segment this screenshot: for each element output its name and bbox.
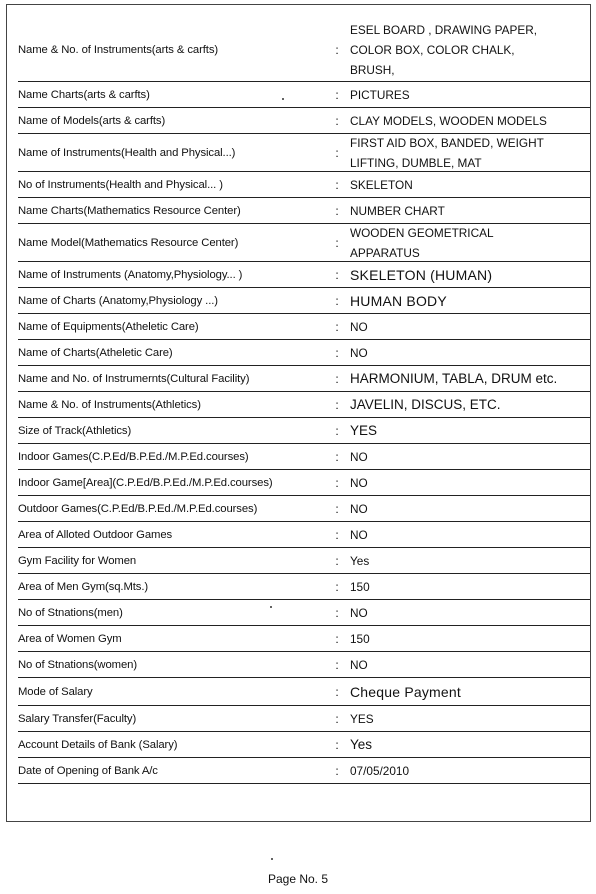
table-row <box>18 108 590 134</box>
table-row <box>18 470 590 496</box>
row-value: NO <box>350 605 368 620</box>
row-label: Name of Equipments(Atheletic Care) <box>18 320 199 333</box>
row-value: WOODEN GEOMETRICAL APPARATUS <box>350 225 494 260</box>
row-label: Indoor Game[Area](C.P.Ed/B.P.Ed./M.P.Ed.courses) <box>18 476 273 489</box>
table-row <box>18 82 590 108</box>
row-colon: : <box>335 711 339 726</box>
row-colon: : <box>335 579 339 594</box>
row-label: Area of Alloted Outdoor Games <box>18 528 173 541</box>
table-row <box>18 288 590 314</box>
row-colon: : <box>335 553 339 568</box>
table-row <box>18 678 590 706</box>
row-label: Area of Women Gym <box>18 632 122 645</box>
table-row <box>18 548 590 574</box>
row-value: NO <box>350 449 368 464</box>
row-label: Size of Track(Athletics) <box>18 424 132 437</box>
table-row <box>18 314 590 340</box>
row-colon: : <box>335 319 339 334</box>
row-label: Indoor Games(C.P.Ed/B.P.Ed./M.P.Ed.courses) <box>18 450 249 463</box>
row-label: Name & No. of Instruments(arts & carfts) <box>18 43 219 56</box>
row-value: CLAY MODELS, WOODEN MODELS <box>350 113 547 128</box>
row-colon: : <box>335 345 339 360</box>
row-value: 150 <box>350 631 370 646</box>
row-colon: : <box>335 423 339 438</box>
row-label: No of Instruments(Health and Physical... ) <box>18 178 223 191</box>
row-colon: : <box>335 203 339 218</box>
table-row <box>18 134 590 172</box>
table-row <box>18 392 590 418</box>
table-row <box>18 496 590 522</box>
row-label: Account Details of Bank (Salary) <box>18 738 178 751</box>
row-value: YES <box>350 422 378 438</box>
row-colon: : <box>335 475 339 490</box>
row-value: 07/05/2010 <box>350 763 410 778</box>
table-row <box>18 366 590 392</box>
table-row <box>18 626 590 652</box>
row-value: NUMBER CHART <box>350 203 445 218</box>
facility-table <box>18 18 590 784</box>
row-label: Gym Facility for Women <box>18 554 137 567</box>
table-row <box>18 732 590 758</box>
row-value: SKELETON <box>350 177 413 192</box>
row-label: Mode of Salary <box>18 685 93 698</box>
table-row <box>18 652 590 678</box>
row-colon: : <box>335 113 339 128</box>
row-colon: : <box>335 684 339 699</box>
row-label: Name and No. of Instrumernts(Cultural Facility) <box>18 372 250 385</box>
page-number: Page No. 5 <box>267 872 329 886</box>
table-row <box>18 444 590 470</box>
row-value: NO <box>350 319 368 334</box>
row-value: Cheque Payment <box>350 683 461 700</box>
row-value: Yes <box>350 736 373 752</box>
row-label: Name of Instruments(Health and Physical...) <box>18 146 236 159</box>
row-label: Name Charts(Mathematics Resource Center) <box>18 204 241 217</box>
row-colon: : <box>335 235 339 250</box>
table-row <box>18 198 590 224</box>
table-row <box>18 600 590 626</box>
row-colon: : <box>335 605 339 620</box>
row-label: Name Charts(arts & carfts) <box>18 88 150 101</box>
row-colon: : <box>335 293 339 308</box>
row-colon: : <box>335 631 339 646</box>
table-row <box>18 18 590 82</box>
row-colon: : <box>335 145 339 160</box>
row-value: NO <box>350 527 368 542</box>
row-label: Area of Men Gym(sq.Mts.) <box>18 580 149 593</box>
row-value: HUMAN BODY <box>350 292 447 309</box>
row-label: Name of Charts (Anatomy,Physiology ...) <box>18 294 218 307</box>
table-row <box>18 262 590 288</box>
table-row <box>18 522 590 548</box>
row-label: No of Stnations(men) <box>18 606 123 619</box>
row-value: NO <box>350 345 368 360</box>
row-colon: : <box>335 737 339 752</box>
table-row <box>18 172 590 198</box>
row-colon: : <box>335 657 339 672</box>
scan-speck <box>271 858 273 860</box>
row-value: PICTURES <box>350 87 410 102</box>
row-value: HARMONIUM, TABLA, DRUM etc. <box>350 370 558 386</box>
table-row <box>18 758 590 784</box>
row-value: ESEL BOARD , DRAWING PAPER, COLOR BOX, COLOR CHALK, BRUSH, <box>350 22 538 77</box>
row-label: Name & No. of Instruments(Athletics) <box>18 398 201 411</box>
row-colon: : <box>335 763 339 778</box>
row-colon: : <box>335 449 339 464</box>
row-colon: : <box>335 87 339 102</box>
row-colon: : <box>335 371 339 386</box>
table-row <box>18 418 590 444</box>
row-colon: : <box>335 397 339 412</box>
scan-speck <box>270 606 272 608</box>
table-row <box>18 706 590 732</box>
row-value: JAVELIN, DISCUS, ETC. <box>350 396 501 412</box>
row-colon: : <box>335 42 339 57</box>
row-label: Date of Opening of Bank A/c <box>18 764 158 777</box>
row-value: Yes <box>350 553 370 568</box>
row-value: NO <box>350 501 368 516</box>
row-label: Name of Instruments (Anatomy,Physiology... ) <box>18 268 243 281</box>
row-label: Name of Charts(Atheletic Care) <box>18 346 173 359</box>
table-row <box>18 574 590 600</box>
row-label: Name Model(Mathematics Resource Center) <box>18 236 239 249</box>
row-colon: : <box>335 527 339 542</box>
row-colon: : <box>335 501 339 516</box>
row-value: NO <box>350 657 368 672</box>
row-label: Outdoor Games(C.P.Ed/B.P.Ed./M.P.Ed.courses) <box>18 502 258 515</box>
row-value: FIRST AID BOX, BANDED, WEIGHT LIFTING, DUMBLE, MAT <box>350 135 544 170</box>
row-value: 150 <box>350 579 370 594</box>
row-colon: : <box>335 177 339 192</box>
scan-speck <box>282 98 284 100</box>
table-row <box>18 224 590 262</box>
row-value: NO <box>350 475 368 490</box>
row-label: No of Stnations(women) <box>18 658 137 671</box>
row-label: Salary Transfer(Faculty) <box>18 712 137 725</box>
row-value: YES <box>350 711 374 726</box>
table-row <box>18 340 590 366</box>
row-value: SKELETON (HUMAN) <box>350 266 493 283</box>
row-label: Name of Models(arts & carfts) <box>18 114 166 127</box>
row-colon: : <box>335 267 339 282</box>
